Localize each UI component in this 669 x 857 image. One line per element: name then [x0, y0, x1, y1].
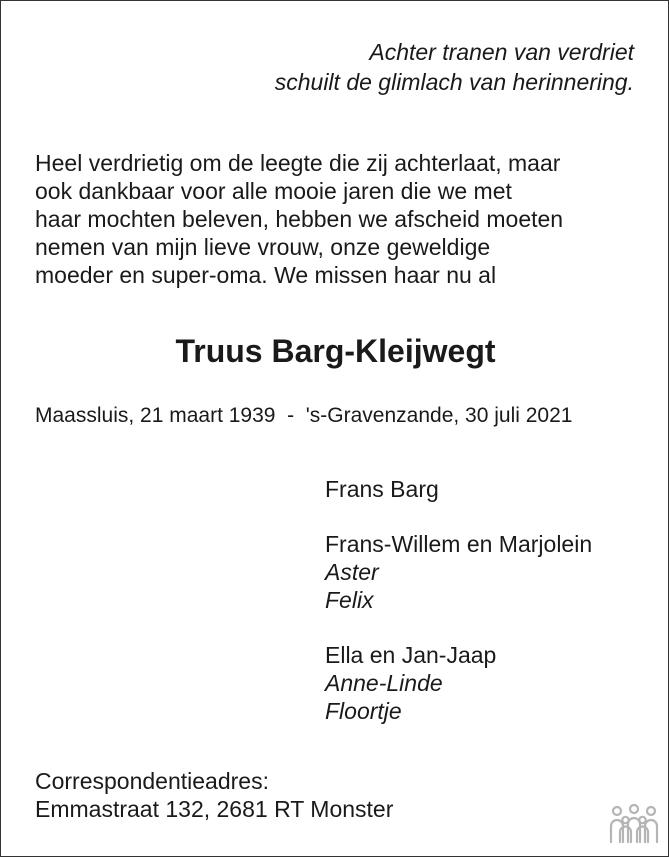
grandchild-name: Aster [325, 559, 379, 585]
address-value: Emmastraat 132, 2681 RT Monster [35, 796, 394, 822]
child-names: Frans-Willem en Marjolein [325, 531, 593, 557]
child-group [325, 641, 592, 725]
poem-line: Achter tranen van verdriet [369, 39, 634, 65]
grandchild-name: Felix [325, 587, 374, 613]
birth-death-dates: Maassluis, 21 maart 1939 - 's-Gravenzande, 30 juli 2021 [35, 404, 573, 427]
intro-line: moeder en super-oma. We missen haar nu al [35, 262, 497, 288]
grandchild-name: Anne-Linde [325, 670, 443, 696]
poem-line: schuilt de glimlach van herinnering. [274, 69, 634, 95]
intro-line: haar mochten beleven, hebben we afscheid moeten [35, 206, 564, 232]
spouse-group [325, 475, 592, 503]
intro-line: Heel verdrietig om de leegte die zij achterlaat, maar [35, 150, 561, 176]
intro-text [35, 149, 645, 289]
child-names: Ella en Jan-Jaap [325, 642, 497, 668]
family-list [325, 475, 592, 752]
intro-line: ook dankbaar voor alle mooie jaren die we met [35, 178, 512, 204]
poem [275, 37, 634, 97]
child-group [325, 530, 592, 614]
deceased-name: Truus Barg-Kleijwegt [175, 333, 496, 369]
intro-line: nemen van mijn lieve vrouw, onze geweldige [35, 234, 491, 260]
grandchild-name: Floortje [325, 698, 402, 724]
correspondence-address [35, 767, 393, 823]
address-label: Correspondentieadres: [35, 768, 269, 794]
family-people-icon [608, 804, 660, 844]
spouse-name: Frans Barg [325, 476, 439, 502]
